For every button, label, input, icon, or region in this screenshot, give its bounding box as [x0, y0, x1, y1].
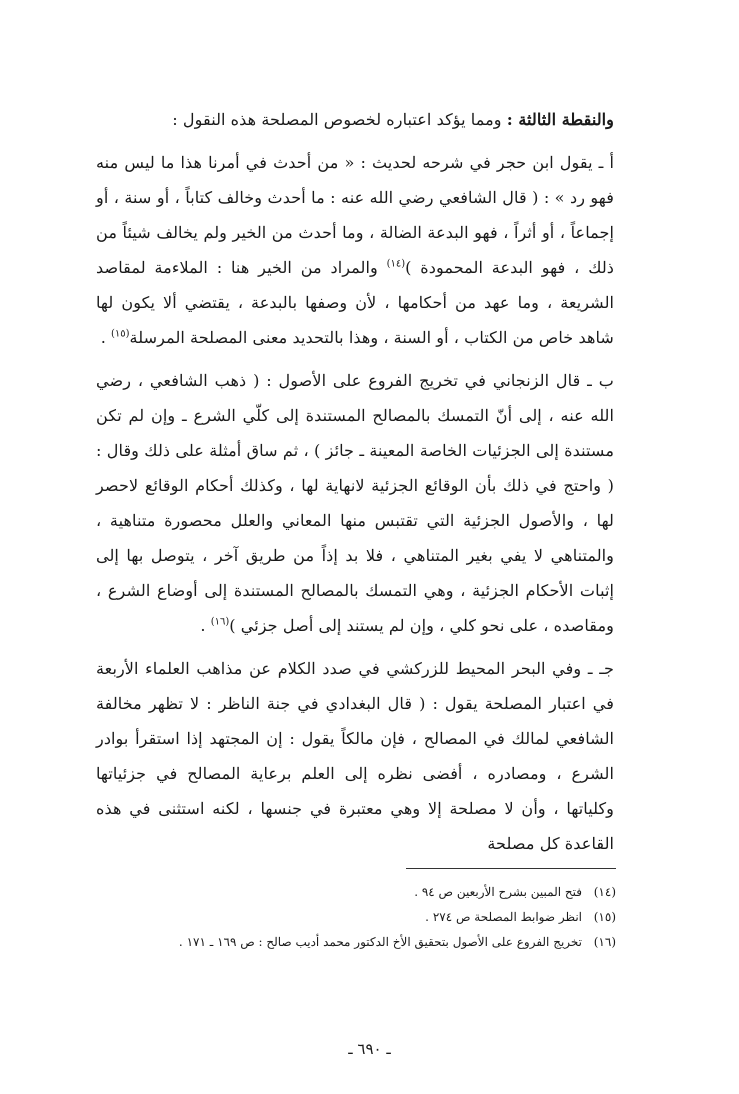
- paragraph-c-text: جـ ـ وفي البحر المحيط للزركشي في صدد الكلام عن مذاهب العلماء الأربعة في اعتبار المصلحة يقول : ( قال البغدادي في جنة الناظر : لا تظهر مخالفة الشافعي لمالك في المصالح ، فإن مالكاً يقول : إن المجتهد إذا استقرأ بوادر الشرع ، ومصادره ، أفضى نظره إلى العلم برعاية المصالح في جزئياتها وكلياتها ، وأن لا مصلحة إلا وهي معتبرة في جنسها ، لكنه استثنى في هذه القاعدة كل مصلحة: [96, 659, 614, 853]
- footnote-divider: [406, 868, 616, 869]
- footnote-item: [96, 880, 616, 905]
- footnote-text: تخريج الفروع على الأصول بتحقيق الأخ الدكتور محمد أديب صالح : ص ١٦٩ ـ ١٧١ .: [178, 935, 582, 949]
- footnote-ref-16[interactable]: (١٦): [210, 616, 230, 628]
- paragraph-c: [96, 651, 614, 861]
- page-number: ـ ٦٩٠ ـ: [348, 1040, 391, 1058]
- footnote-number: (١٤): [593, 885, 616, 899]
- paragraph-b-end: .: [200, 616, 211, 635]
- intro-text: ومما يؤكد اعتباره لخصوص المصلحة هذه النقول :: [172, 110, 507, 129]
- paragraph-a-text: أ ـ يقول ابن حجر في شرحه لحديث : « من أحدث في أمرنا هذا ما ليس منه فهو رد » : ( قال الشافعي رضي الله عنه : ما أحدث وخالف كتاباً ، أو سنة ، أو إجماعاً ، أو أثراً ، فهو البدعة الضالة ، وما أحدث من الخير ولم يخالف شيئاً من ذلك ، فهو البدعة المحمودة ): [96, 153, 614, 277]
- footnotes: [96, 880, 616, 955]
- footnote-text: انظر ضوابط المصلحة ص ٢٧٤ .: [425, 910, 582, 924]
- paragraph-a-text-2: والمراد من الخير هنا : الملاءمة لمقاصد الشريعة ، وما عهد من أحكامها ، لأن وصفها بالبدعة ، يقتضي ألا يكون لها شاهد خاص من الكتاب ، أو السنة ، وهذا بالتحديد معنى المصلحة المرسلة: [96, 258, 614, 347]
- paragraph-a-end: .: [100, 328, 111, 347]
- footnote-ref-15[interactable]: (١٥): [110, 328, 130, 340]
- intro-paragraph: [96, 102, 614, 137]
- footnote-item: [96, 905, 616, 930]
- footnote-number: (١٥): [593, 910, 616, 924]
- intro-heading: والنقطة الثالثة :: [506, 110, 614, 129]
- paragraph-a: [96, 145, 614, 355]
- paragraph-b-text: ب ـ قال الزنجاني في تخريج الفروع على الأصول : ( ذهب الشافعي ، رضي الله عنه ، إلى أنّ التمسك بالمصالح المستندة إلى كلّي الشرع ـ وإن لم تكن مستندة إلى الجزئيات الخاصة المعينة ـ جائز ) ، ثم ساق أمثلة على ذلك وقال : ( واحتج في ذلك بأن الوقائع الجزئية لانهاية لها ، وكذلك أحكام الوقائع لاحصر لها ، والأصول الجزئية التي تقتبس منها المعاني والعلل محصورة متناهية ، والمتناهي لا يفي بغير المتناهي ، فلا بد إذاً من طريق آخر ، يتوصل بها إلى إثبات الأحكام الجزئية ، وهي التمسك بالمصالح المستندة إلى أوضاع الشرع ، ومقاصده ، على نحو كلي ، وإن لم يستند إلى أصل جزئي ): [96, 371, 614, 635]
- main-text: [96, 102, 614, 861]
- footnote-text: فتح المبين بشرح الأربعين ص ٩٤ .: [414, 885, 582, 899]
- footnote-number: (١٦): [593, 935, 616, 949]
- footnote-item: [96, 930, 616, 955]
- paragraph-b: [96, 363, 614, 643]
- footnote-ref-14[interactable]: (١٤): [386, 258, 406, 270]
